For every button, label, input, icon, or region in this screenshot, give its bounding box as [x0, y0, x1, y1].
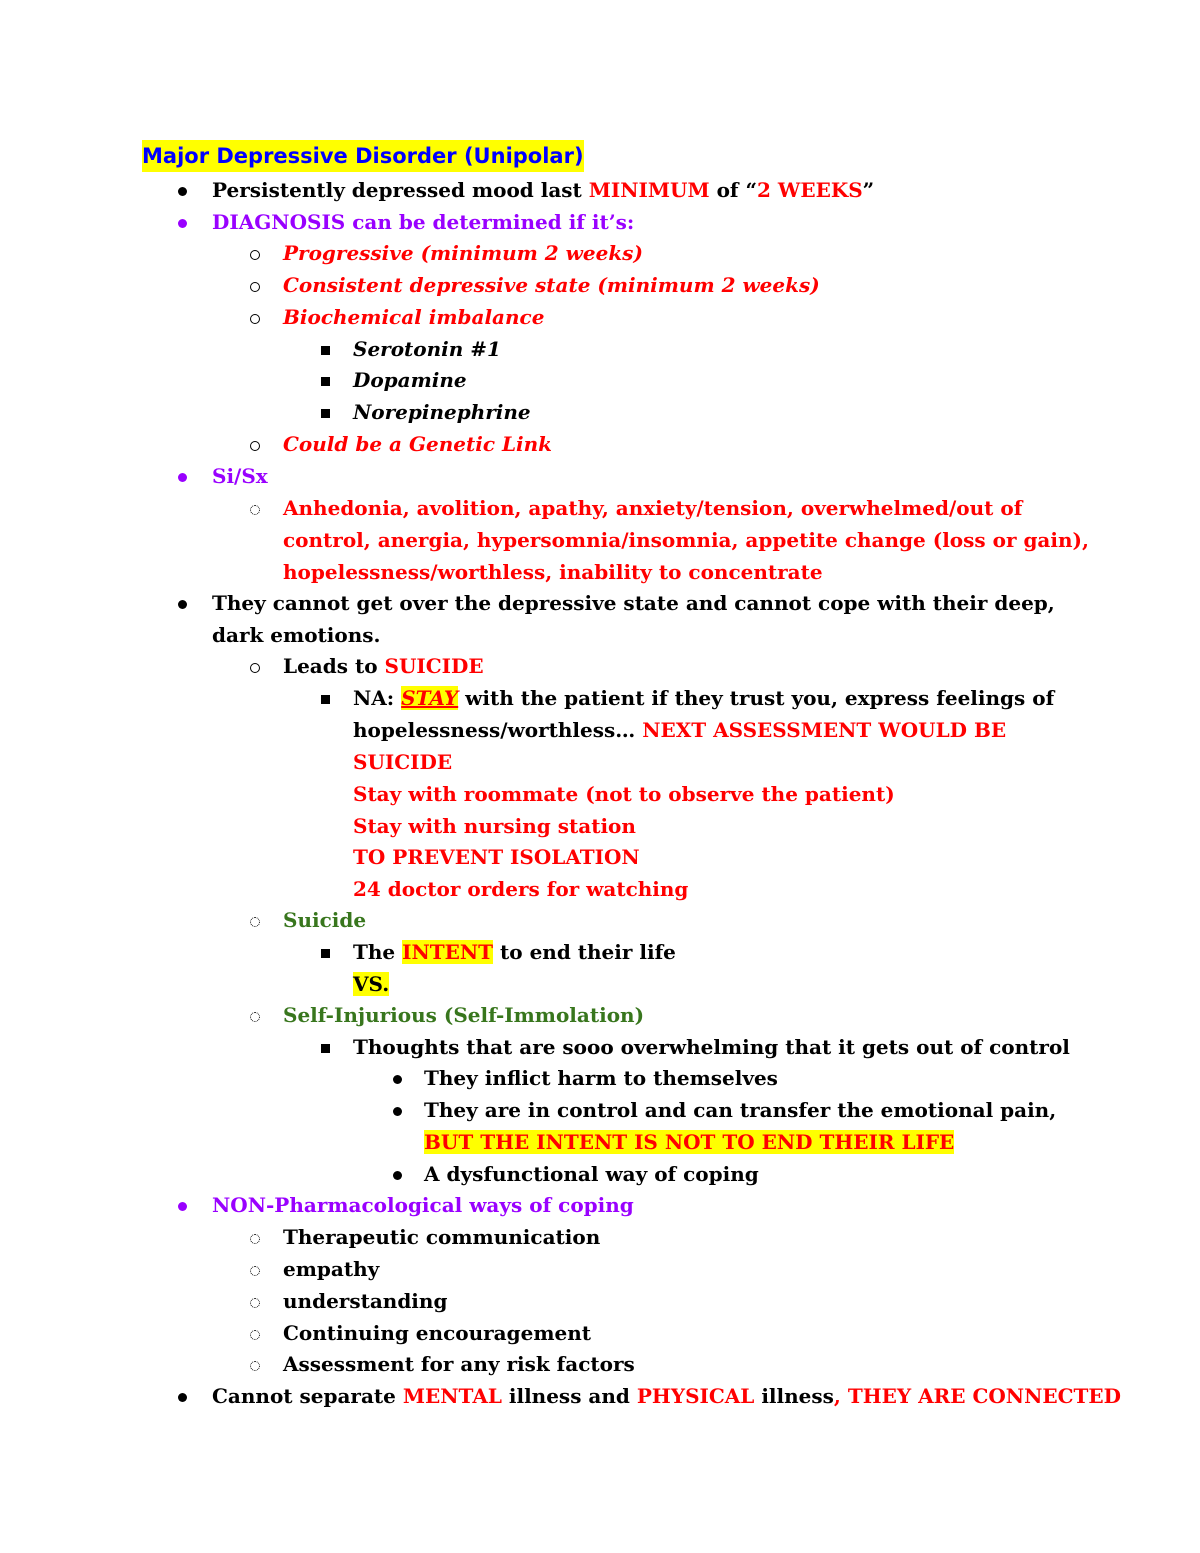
bullet-disc-icon	[170, 174, 194, 206]
bullet-square-icon	[313, 682, 337, 714]
list-item-continuation: SUICIDE	[353, 750, 453, 774]
list-item-continuation: Stay with roommate (not to observe the patient)	[353, 782, 895, 806]
bullet-circle-icon	[243, 904, 267, 936]
list-item-continuation: hopelessness/worthless… NEXT ASSESSMENT WOULD BE	[353, 718, 1007, 742]
bullet-disc-icon	[170, 1380, 194, 1412]
bullet-circle-icon	[243, 999, 267, 1031]
bullet-disc-icon	[385, 1062, 409, 1094]
bullet-circle-icon	[243, 1317, 267, 1349]
bullet-square-icon	[313, 396, 337, 428]
bullet-disc-icon	[385, 1158, 409, 1190]
list-item-continuation: VS.	[353, 972, 390, 996]
bullet-circle-icon	[243, 1221, 267, 1253]
bullet-circle-icon	[243, 1253, 267, 1285]
bullet-circle-icon	[243, 650, 267, 682]
bullet-square-icon	[313, 364, 337, 396]
bullet-circle-icon	[243, 1285, 267, 1317]
list-item-continuation: 24 doctor orders for watching	[353, 877, 689, 901]
bullet-square-icon	[313, 936, 337, 968]
document-title: Major Depressive Disorder (Unipolar)	[142, 140, 584, 172]
bullet-circle-icon	[243, 492, 267, 524]
list-item-continuation: Stay with nursing station	[353, 814, 636, 838]
list-item-continuation: BUT THE INTENT IS NOT TO END THEIR LIFE	[424, 1130, 955, 1154]
bullet-circle-icon	[243, 301, 267, 333]
bullet-square-icon	[313, 333, 337, 365]
bullet-square-icon	[313, 1031, 337, 1063]
list-item-continuation: TO PREVENT ISOLATION	[353, 845, 640, 869]
list-item-continuation: control, anergia, hypersomnia/insomnia, appetite change (loss or gain),	[283, 528, 1089, 552]
bullet-circle-icon	[243, 237, 267, 269]
bullet-circle-icon	[243, 269, 267, 301]
bullet-disc-icon	[170, 587, 194, 619]
bullet-disc-icon	[170, 1189, 194, 1221]
bullet-disc-icon	[170, 460, 194, 492]
bullet-disc-icon	[170, 206, 194, 238]
bullet-disc-icon	[385, 1094, 409, 1126]
list-item-continuation: dark emotions.	[212, 623, 381, 647]
list-item-continuation: hopelessness/worthless, inability to concentrate	[283, 560, 823, 584]
document-page: Major Depressive Disorder (Unipolar) Persistently depressed mood last MINIMUM of “2 WEEKS” DIAGNOSIS can be determined if it’s: Progressive (minimum 2 weeks) Consistent depressive state (minimum 2 weeks) Biochemical imbalance Serotonin #1 Dopamine Norepinephrine Could be a Genetic Link Si/Sx Anhedonia, avolition, apathy, anxiety/tension, overwhelmed/out of control, anergia, hypersomnia/insomnia, appetite change (loss or gain), hopelessness/worthless, inability to concentrate They cannot get over the depressive state and cannot cope with their deep, dark emotions. Leads to SUICIDE NA: STAY with the patient if they trust you, express feelings of hopelessness/worthless… NEXT ASSESSMENT WOULD BE SUICIDE Stay with roommate (not to observe the patient) Stay with nursing station TO PREVENT ISOLATION 24 doctor orders for watching Suicide The INTENT to end their life VS. Self-Injurious (Self-Immolation) Thoughts that are sooo overwhelming that it gets out of control They inflict harm to themselves They are in control and can transfer the emotional pain, BUT THE INTENT IS NOT TO END THEIR LIFE A dysfunctional way of coping NON-Pharmacological ways of coping Therapeutic communication empathy understanding Continuing encouragement Assessment for any risk factors Cannot separate MENTAL illness and PHYSICAL illness, THEY ARE CONNECTED	[0, 0, 1200, 1553]
bullet-circle-icon	[243, 428, 267, 460]
bullet-circle-icon	[243, 1348, 267, 1380]
